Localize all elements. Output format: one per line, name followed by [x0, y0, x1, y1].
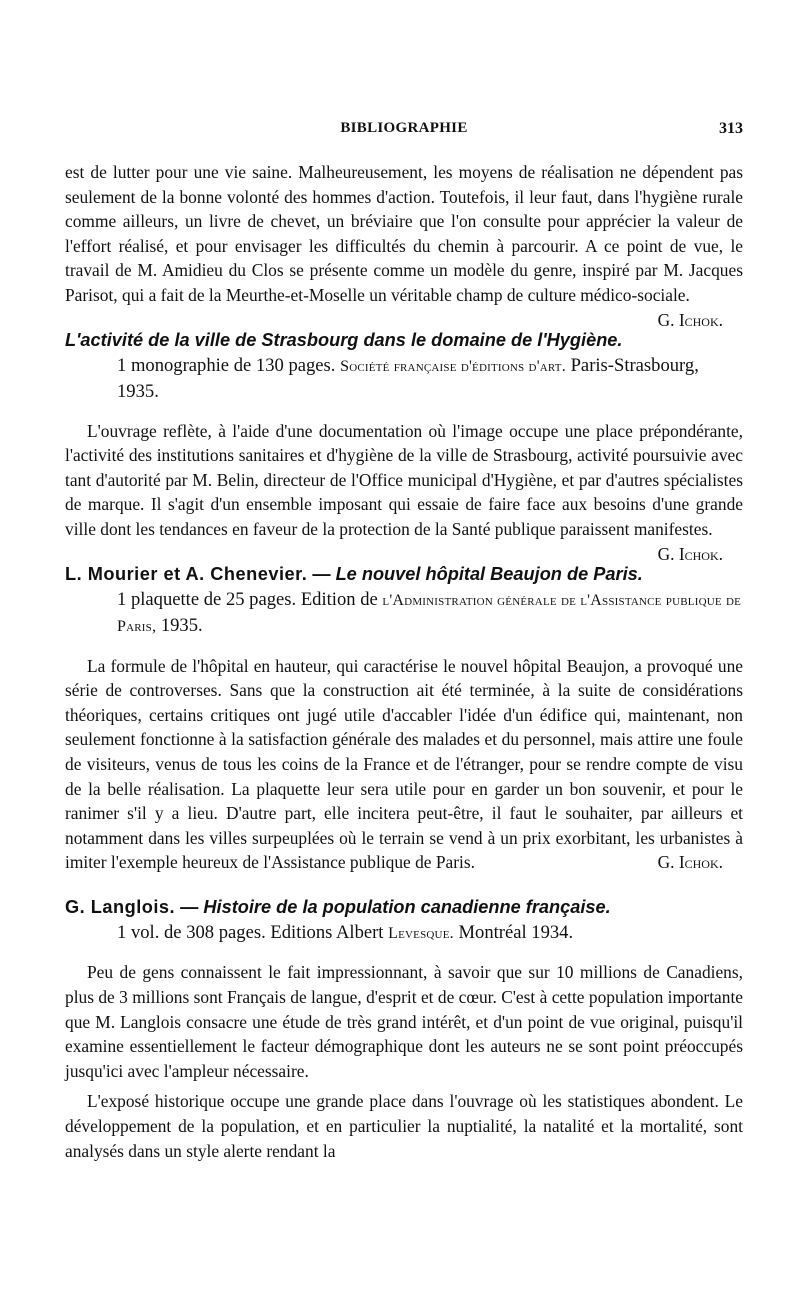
entry-heading: [65, 328, 743, 405]
publication-info: [117, 353, 743, 405]
review-entry: [65, 895, 743, 1163]
review-paragraph: [65, 1089, 743, 1163]
running-title: BIBLIOGRAPHIE: [340, 120, 468, 136]
pub-plain: 1 monographie de 130 pages.: [117, 354, 336, 376]
author: L. Mourier et A. Chenevier.: [65, 563, 308, 584]
review-text: La formule de l'hôpital en hauteur, qui caractérise le nouvel hôpital Beaujon, a provoqué une série de controverses. Sans que la construction ait été terminée, à la suite de considérations théoriques, certains critiques ont jugé utile d'accabler l'idée d'un édifice qui, maintenant, non seulement fonctionne à la satisfaction générale des malades et du personnel, mais attire une foule de visiteurs, venus de tous les coins de la France et de l'étranger, pour se rendre compte de visu de la belle réalisation. La plaquette leur sera utile pour en garder un bon souvenir, et pour le ranimer s'il y a lieu. D'autre part, elle incitera peut-être, il faut le souhaiter, par ailleurs et notamment dans les villes surpeuplées où le terrain se vend à un prix exorbitant, les urbanistes à imiter l'exemple heureux de l'Assistance publique de Paris.: [65, 655, 743, 873]
review-text: L'ouvrage reflète, à l'aide d'une documentation où l'image occupe une place prépondérante, l'activité des institutions sanitaires et d'hygiène de la ville de Strasbourg, activité poursuivie avec tant d'autorité par M. Belin, directeur de l'Office municipal d'Hygiène, et par d'autres spécialistes de marque. Il s'agit d'un ensemble imposant qui essaie de faire face aux besoins d'une grande ville dont les tendances en faveur de la protection de la Santé publique paraissent manifestes.: [65, 420, 743, 539]
signature: G. Ichok.: [657, 309, 723, 330]
page-body: [65, 160, 743, 1163]
review-text: L'exposé historique occupe une grande place dans l'ouvrage où les statistiques abondent. Le développement de la population, et en particulier la nuptialité, la natalité et la mortalité, sont analysés dans un style alerte rendant la: [65, 1091, 743, 1161]
review-paragraph: [65, 419, 743, 564]
author: G. Langlois.: [65, 896, 176, 917]
review-paragraph: [65, 654, 743, 875]
pub-plain: 1 vol. de 308 pages. Editions Albert: [117, 921, 384, 943]
signature: G. Ichok.: [657, 852, 723, 873]
publisher: l'Administration générale de l'Assistance publique de Paris,: [117, 591, 742, 636]
review-text: Peu de gens connaissent le fait impressionnant, à savoir que sur 10 millions de Canadiens, plus de 3 millions sont Français de langue, d'esprit et de cœur. C'est à cette population importante que M. Langlois consacre une étude de très grand intérêt, et d'un point de vue original, puisqu'il examine essentiellement le facteur démographique dont les auteurs ne se sont point préoccupés jusqu'ici avec l'ampleur nécessaire.: [65, 962, 743, 1081]
intro-paragraph: [65, 160, 743, 330]
signature: G. Ichok.: [657, 543, 723, 564]
pub-plain: 1 plaquette de 25 pages. Edition de: [117, 588, 378, 610]
publication-info: [117, 587, 743, 640]
page-number: 313: [719, 120, 743, 137]
book-title: Le nouvel hôpital Beaujon de Paris.: [335, 563, 643, 584]
entry-heading: [65, 895, 743, 947]
intro-text: est de lutter pour une vie saine. Malheureusement, les moyens de réalisation ne dépendent pas seulement de la bonne volonté des hommes d'action. Toutefois, il leur faut, dans l'hygiène rurale comme ailleurs, un livre de chevet, un bréviaire que l'on consulte pour apprécier la valeur de l'effort réalisé, et pour envisager les difficultés du chemin à parcourir. A ce point de vue, le travail de M. Amidieu du Clos se présente comme un modèle du genre, inspiré par M. Jacques Parisot, qui a fait de la Meurthe-et-Moselle un véritable champ de culture médico-sociale.: [65, 162, 743, 305]
book-title: Histoire de la population canadienne française.: [203, 896, 611, 917]
review-paragraph: [65, 960, 743, 1083]
running-head: [65, 120, 743, 142]
publication-info: [117, 920, 743, 947]
dash: —: [312, 563, 331, 584]
review-entry: [65, 562, 743, 875]
publisher: Levesque.: [388, 924, 454, 942]
dash: —: [180, 896, 199, 917]
book-title: L'activité de la ville de Strasbourg dans le domaine de l'Hygiène.: [65, 329, 623, 350]
pub-after: Montréal 1934.: [458, 921, 574, 943]
pub-after: Paris-Strasbourg, 1935.: [117, 354, 699, 403]
pub-after: 1935.: [160, 615, 203, 637]
review-entry: [65, 328, 743, 564]
publisher: Société française d'éditions d'art.: [340, 357, 566, 375]
entry-heading: [65, 562, 743, 640]
